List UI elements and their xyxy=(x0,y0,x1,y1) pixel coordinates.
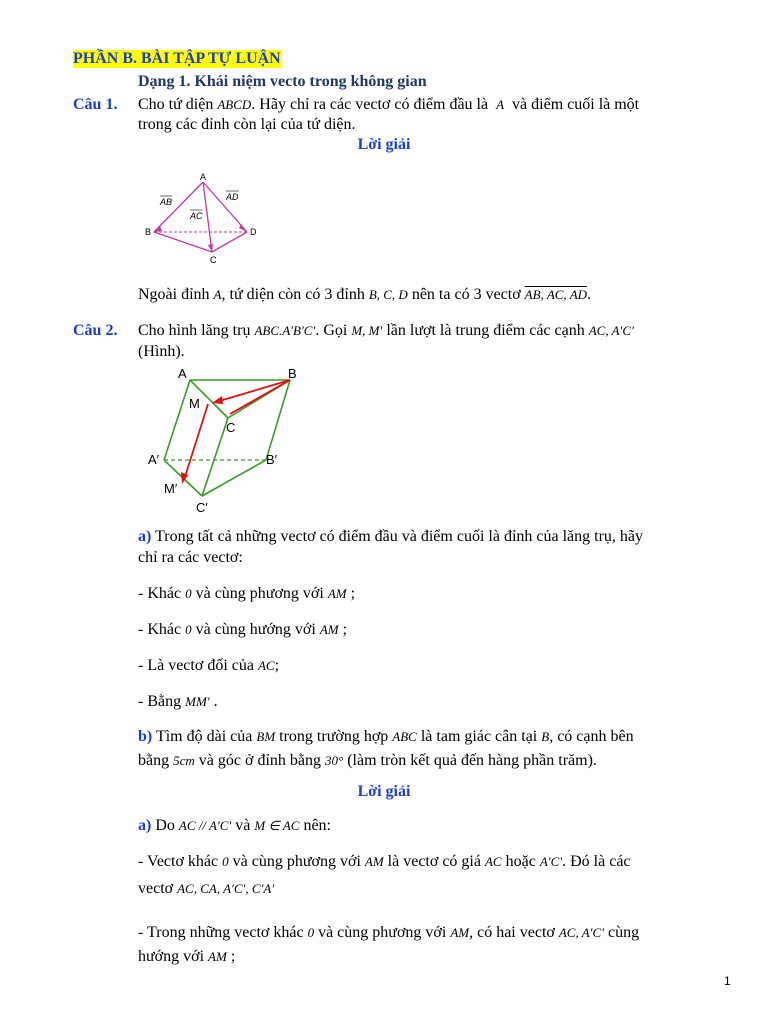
fig1-label-ab: AB xyxy=(160,197,173,207)
q1-math-a: A xyxy=(496,97,505,112)
fig2-label-c: C xyxy=(226,420,236,435)
arrow-b xyxy=(154,226,162,232)
qb-text3: là tam giác cân tại xyxy=(420,728,538,745)
qb-text2: trong trường hợp xyxy=(279,728,389,745)
section-title: PHẦN B. BÀI TẬP TỰ LUẬN xyxy=(73,50,281,67)
s1-vectors: AC, CA, A′C′, C′A′ xyxy=(177,881,275,896)
q2-sol-a-line xyxy=(138,817,331,835)
fig2-label-m: M xyxy=(189,396,200,411)
qb-bm: BM xyxy=(256,729,276,744)
fig1-label-ad: AD xyxy=(226,192,239,202)
q1-ans-math-a: A xyxy=(213,287,222,302)
s1-b: và cùng phương với xyxy=(232,853,361,870)
b2-text-a: - Khác xyxy=(138,621,182,638)
q2-sol-1-line2 xyxy=(138,880,274,898)
q1-ans-c: nên ta có 3 vectơ xyxy=(411,286,521,303)
edge-ad xyxy=(203,182,247,232)
edge-dc xyxy=(212,232,247,252)
edge-bc xyxy=(154,232,212,252)
q2-text-b: . Gọi xyxy=(315,322,348,339)
q2-b-line2 xyxy=(138,752,597,770)
s2-l2: hướng với xyxy=(138,948,205,965)
q1-text-b: . Hãy chỉ ra các vectơ có điểm đầu là xyxy=(251,96,489,113)
b1-text-b: và cùng phương với xyxy=(195,585,324,602)
s2-a: - Trong những vectơ khác xyxy=(138,924,304,941)
s1-d: hoặc xyxy=(505,853,536,870)
q2-text-a: Cho hình lăng trụ xyxy=(138,322,251,339)
b3-ac: AC xyxy=(257,658,275,673)
q2-label: Câu 2. xyxy=(73,322,118,339)
b1-zero: 0 xyxy=(185,586,192,601)
fig2-label-c1: C′ xyxy=(196,500,208,514)
q1-math-abcd: ABCD xyxy=(217,97,252,112)
q2-math-prism: ABC.A′B′C′ xyxy=(254,323,316,338)
s1-l2: vectơ xyxy=(138,880,174,897)
q1-line2: trong các đỉnh còn lại của tứ diện. xyxy=(138,116,356,133)
q1-text-c: và điểm cuối là một xyxy=(512,96,640,113)
q1-answer xyxy=(138,286,591,304)
s1-ac: AC xyxy=(484,854,502,869)
q2-sol-2-line1 xyxy=(138,924,639,942)
s2-d: cùng xyxy=(608,924,640,941)
fig2-label-b: B xyxy=(288,366,297,381)
b3-end: ; xyxy=(274,657,280,674)
s1-c: là vectơ có giá xyxy=(387,853,481,870)
s1-a: - Vectơ khác xyxy=(138,853,219,870)
q2-b-line1 xyxy=(138,728,634,746)
b2-end: ; xyxy=(342,621,348,638)
edge-ab xyxy=(154,182,203,232)
q2-a-text1: Trong tất cả những vectơ có điểm đầu và điểm cuối là đỉnh của lăng trụ, hãy xyxy=(155,528,644,545)
sol-a-text2: và xyxy=(235,817,251,834)
qb-l2-a: bằng xyxy=(138,752,170,769)
q2-a-line1 xyxy=(138,528,643,546)
fig2-label-m1: M′ xyxy=(164,481,178,496)
q1-line1 xyxy=(138,96,639,114)
qb-text4: , có cạnh bên xyxy=(549,728,634,745)
type1-title: Dạng 1. Khái niệm vecto trong không gian xyxy=(138,73,427,90)
s2-c: , có hai vectơ xyxy=(469,924,555,941)
b1-end: ; xyxy=(350,585,356,602)
b3-text-a: - Là vectơ đối của xyxy=(138,657,254,674)
sol-a-text3: nên: xyxy=(303,817,331,834)
q2-b-label: b) xyxy=(138,728,153,745)
q1-text-a: Cho tứ diện xyxy=(138,96,214,113)
qb-l2-b: và góc ở đỉnh bằng xyxy=(198,752,321,769)
q1-label: Câu 1. xyxy=(73,96,118,113)
qb-abc: ABC xyxy=(392,729,417,744)
sol-a-text1: Do xyxy=(155,817,175,834)
q2-text-c: lần lượt là trung điểm các cạnh xyxy=(386,322,585,339)
prism-figure xyxy=(140,362,315,514)
qb-text1: Tìm độ dài của xyxy=(155,728,253,745)
b4-end: . xyxy=(213,693,218,710)
q2-math-mm: M, M′ xyxy=(351,323,383,338)
q2-bullet1 xyxy=(138,585,355,603)
q1-ans-end: . xyxy=(587,286,592,303)
qb-l2-c: (làm tròn kết quả đến hàng phần trăm). xyxy=(347,752,597,769)
s2-am2: AM xyxy=(208,949,227,964)
qb-b: B xyxy=(541,729,550,744)
q1-ans-vectors: AB, AC, AD xyxy=(524,287,588,302)
edge-ac xyxy=(203,182,212,252)
q2-bullet3 xyxy=(138,657,279,675)
fig2-label-a: A xyxy=(178,366,187,381)
q2-a-label: a) xyxy=(138,528,152,545)
s2-zero: 0 xyxy=(307,925,315,940)
s1-zero: 0 xyxy=(222,854,229,869)
s2-e: ; xyxy=(230,948,236,965)
s2-b: và cùng phương với xyxy=(318,924,447,941)
q1-ans-b: , tứ diện còn có 3 đỉnh xyxy=(221,286,365,303)
b4-text-a: - Bằng xyxy=(138,693,182,710)
s1-am: AM xyxy=(364,854,384,869)
q2-a-line2: chỉ ra các vectơ: xyxy=(138,549,243,566)
q2-bullet2 xyxy=(138,621,347,639)
fig2-label-b1: B′ xyxy=(266,452,278,467)
q2-line1 xyxy=(138,322,634,340)
sol-a-label: a) xyxy=(138,817,152,834)
qb-30deg: 30° xyxy=(325,753,344,768)
b2-text-b: và cùng hướng với xyxy=(195,621,316,638)
sol-a-parallel: AC // A′C′ xyxy=(178,818,232,833)
s1-a1c1: A′C′ xyxy=(539,854,563,869)
qb-5cm: 5cm xyxy=(173,753,195,768)
q2-sol-2-line2 xyxy=(138,948,235,966)
q1-ans-math-bcd: B, C, D xyxy=(368,287,408,302)
b4-mm: MM′ xyxy=(185,694,210,709)
fig1-label-a: A xyxy=(200,172,207,182)
page-number: 1 xyxy=(724,974,731,988)
q2-line2: (Hình). xyxy=(138,343,185,360)
q2-solution-title: Lời giải xyxy=(357,783,411,800)
fig1-label-c: C xyxy=(210,255,217,265)
q1-ans-a: Ngoài đỉnh xyxy=(138,286,210,303)
s2-am: AM xyxy=(450,925,470,940)
tetrahedron-figure xyxy=(140,168,270,268)
q1-solution-title: Lời giải xyxy=(357,136,411,153)
fig2-label-a1: A′ xyxy=(148,452,160,467)
fig1-label-b: B xyxy=(145,227,152,237)
sol-a-member: M ∈ AC xyxy=(254,818,300,833)
b2-am: AM xyxy=(319,622,339,637)
b1-text-a: - Khác xyxy=(138,585,182,602)
q2-bullet4 xyxy=(138,693,218,711)
s2-vectors: AC, A′C′ xyxy=(558,925,605,940)
q2-math-edges: AC, A′C′ xyxy=(588,323,634,338)
fig1-label-ac: AC xyxy=(190,211,203,221)
s1-e: . Đó là các xyxy=(562,853,631,870)
q2-sol-1-line1 xyxy=(138,853,631,871)
fig1-label-d: D xyxy=(250,227,257,237)
b2-zero: 0 xyxy=(185,622,192,637)
b1-am: AM xyxy=(327,586,347,601)
